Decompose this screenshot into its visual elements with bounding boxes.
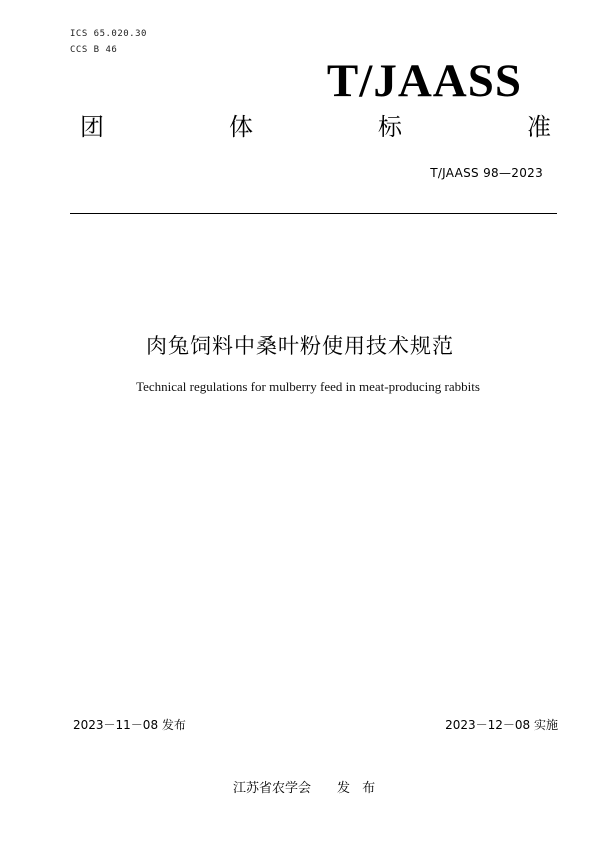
organization-code: T/JAASS	[326, 55, 522, 107]
standard-type-char: 体	[229, 113, 253, 141]
standard-type	[80, 115, 551, 139]
standard-type-char: 团	[80, 113, 104, 141]
publisher-name: 江苏省农学会	[233, 781, 312, 796]
document-title-chinese: 肉兔饲料中桑叶粉使用技术规范	[146, 334, 454, 358]
issue-date: 2023－11－08 发布	[73, 718, 186, 732]
standard-number: T/JAASS 98—2023	[430, 166, 543, 180]
publisher-action: 发 布	[337, 781, 380, 796]
ics-code: ICS 65.020.30	[70, 29, 147, 39]
document-title-english: Technical regulations for mulberry feed in meat-producing rabbits	[136, 379, 480, 394]
ccs-code: CCS B 46	[70, 45, 118, 55]
implementation-date: 2023－12－08 实施	[445, 718, 558, 732]
standard-type-char: 标	[378, 113, 402, 141]
publisher	[233, 777, 379, 796]
standard-type-char: 准	[527, 113, 551, 141]
header-divider	[70, 213, 557, 214]
